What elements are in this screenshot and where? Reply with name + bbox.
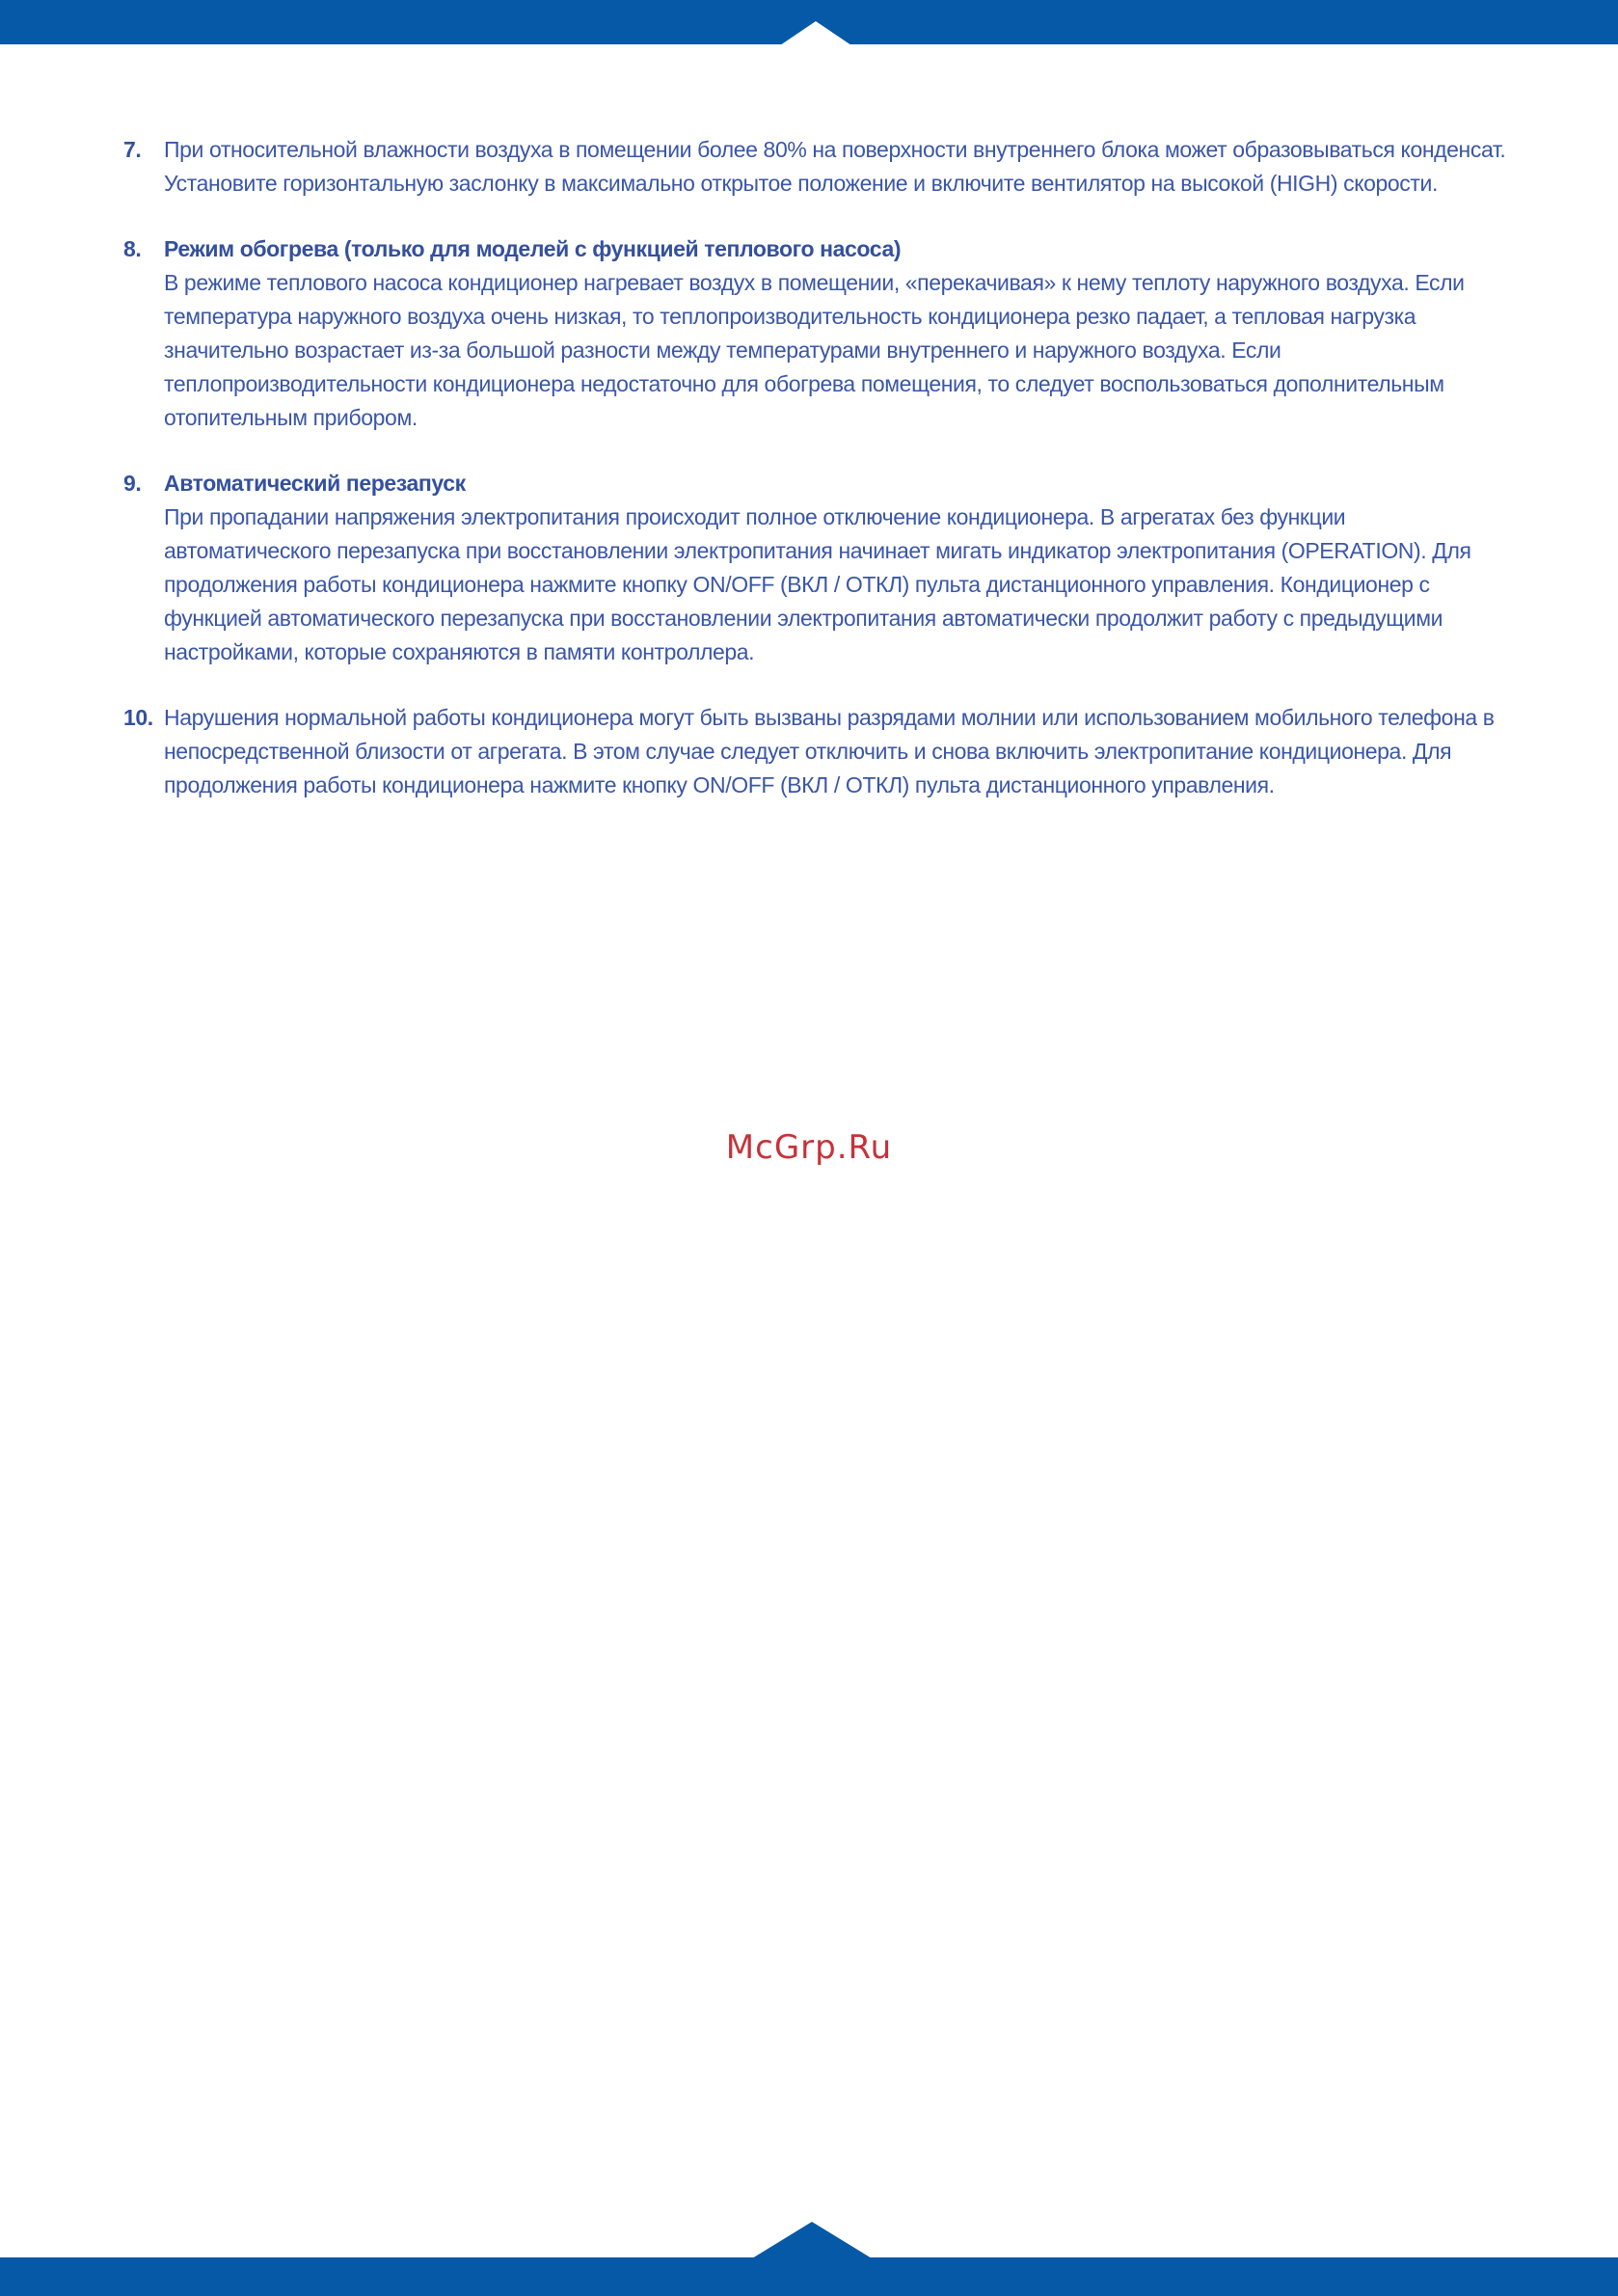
list-item-9	[123, 467, 1512, 669]
item-text: Нарушения нормальной работы кондиционера могут быть вызваны разрядами молнии или использованием мобильного телефона в непосредственной близости от агрегата. В этом случае следует отключить и снова включить электропитание кондиционера. Для продолжения работы кондиционера нажмите кнопку ON/OFF (ВКЛ / ОТКЛ) пульта дистанционного управления.	[164, 705, 1495, 797]
bottom-band-peak	[752, 2222, 872, 2258]
item-number: 7.	[123, 137, 142, 162]
list-item-7	[123, 133, 1512, 201]
document-body	[123, 133, 1512, 834]
item-text: При пропадании напряжения электропитания происходит полное отключение кондиционера. В агрегатах без функции автоматического перезапуска при восстановлении электропитания начинает мигать индикатор электропитания (OPERATION). Для продолжения работы кондиционера нажмите кнопку ON/OFF (ВКЛ / ОТКЛ) пульта дистанционного управления. Кондиционер с функцией автоматического перезапуска при восстановлении электропитания автоматически продолжит работу с предыдущими настройками, которые сохраняются в памяти контроллера.	[164, 504, 1471, 664]
list-item-10	[123, 701, 1512, 802]
bottom-band	[0, 2257, 1618, 2296]
top-band-notch	[780, 21, 851, 45]
list-item-8	[123, 232, 1512, 435]
watermark: McGrp.Ru	[725, 1128, 893, 1167]
item-text: В режиме теплового насоса кондиционер нагревает воздух в помещении, «перекачивая» к нему теплоту наружного воздуха. Если температура наружного воздуха очень низкая, то теплопроизводительность кондиционера резко падает, а тепловая нагрузка значительно возрастает из-за большой разности между температурами внутреннего и наружного воздуха. Если теплопроизводительности кондиционера недостаточно для обогрева помещения, то следует воспользоваться дополнительным отопительным прибором.	[164, 270, 1465, 430]
item-number: 10.	[123, 705, 153, 730]
item-number: 9.	[123, 471, 142, 496]
item-number: 8.	[123, 236, 142, 261]
item-heading: Автоматический перезапуск	[164, 471, 466, 496]
item-heading: Режим обогрева (только для моделей с функцией теплового насоса)	[164, 236, 902, 261]
item-text: При относительной влажности воздуха в помещении более 80% на поверхности внутреннего блока может образовываться конденсат. Установите горизонтальную заслонку в максимально открытое положение и включите вентилятор на высокой (HIGH) скорости.	[164, 137, 1506, 196]
